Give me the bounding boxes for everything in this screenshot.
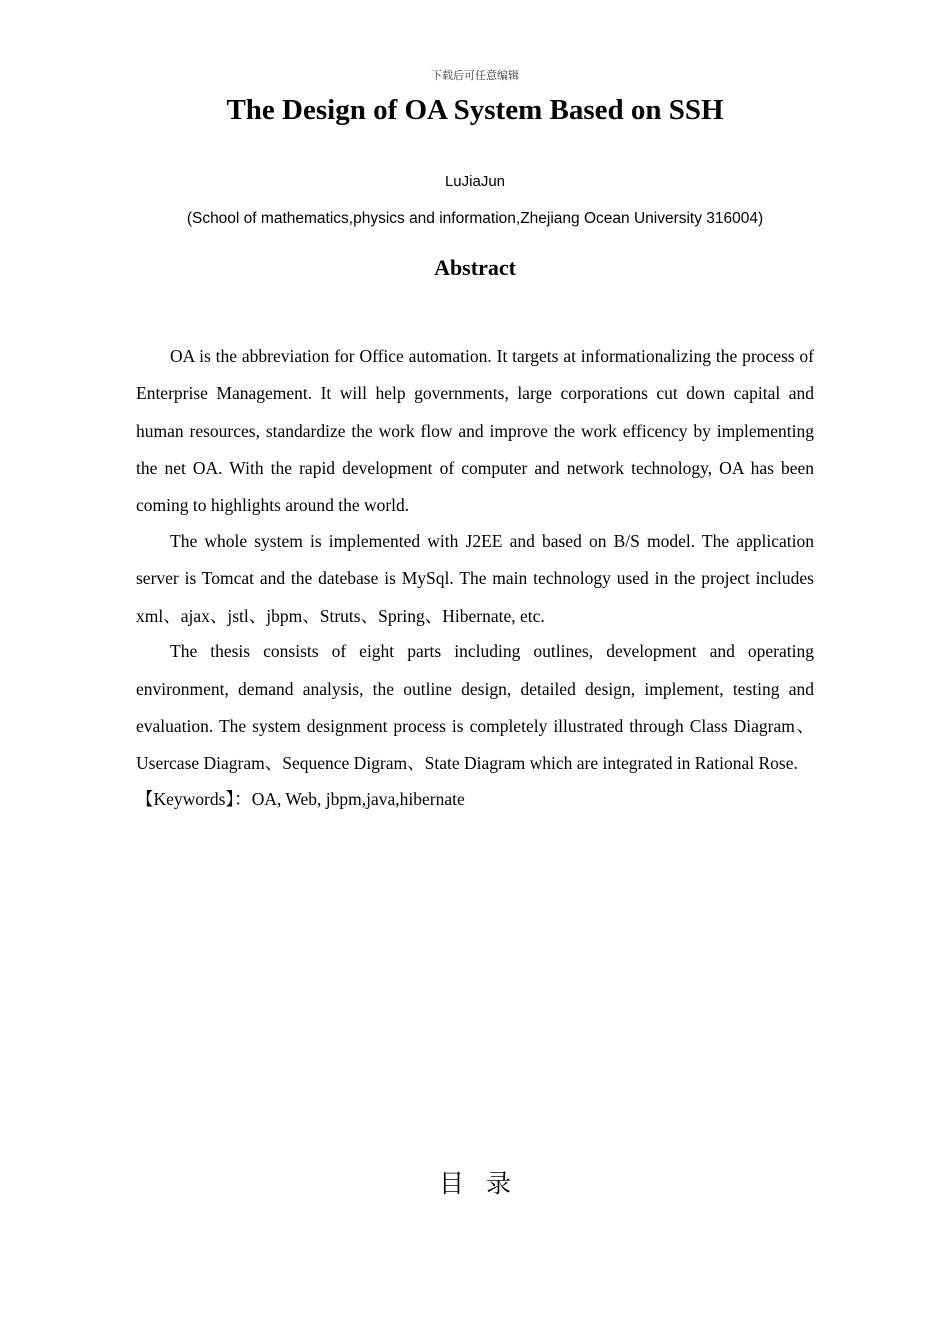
author-name: LuJiaJun bbox=[444, 173, 506, 190]
abstract-paragraph-1: OA is the abbreviation for Office automation. It targets at informationalizing the process of Enterprise Management. It will help governments, large corporations cut down capital and human resources, standardize the work flow and improve the work efficency by implementing the net OA. With the rapid development of computer and network technology, OA has been coming to highlights around the world. bbox=[136, 346, 814, 516]
abstract-paragraph-3: The thesis consists of eight parts including outlines, development and operating environment, demand analysis, the outline design, detailed design, implement, testing and evaluation. The system designment process is completely illustrated through Class Diagram、Usercase Diagram、Sequence Digram、State Diagram which are integrated in Rational Rose. bbox=[136, 641, 814, 774]
paper-title: The Design of OA System Based on SSH bbox=[226, 94, 724, 126]
abstract-heading: Abstract bbox=[434, 255, 516, 280]
keywords-label: 【Keywords】： bbox=[136, 789, 252, 810]
keywords-value: OA, Web, jbpm,java,hibernate bbox=[251, 789, 465, 810]
keywords-line bbox=[136, 781, 814, 818]
abstract-body bbox=[136, 338, 814, 818]
header-note: 下载后可任意编辑 bbox=[431, 69, 519, 82]
abstract-paragraph-2: The whole system is implemented with J2EE and based on B/S model. The application server is Tomcat and the datebase is MySql. The main technology used in the project includes xml、ajax、jstl、jbpm、Struts、Spring、Hibernate, etc. bbox=[136, 530, 814, 626]
author-affiliation: (School of mathematics,physics and information,Zhejiang Ocean University 316004) bbox=[186, 210, 764, 227]
table-of-contents-heading: 目录 bbox=[438, 1169, 533, 1198]
